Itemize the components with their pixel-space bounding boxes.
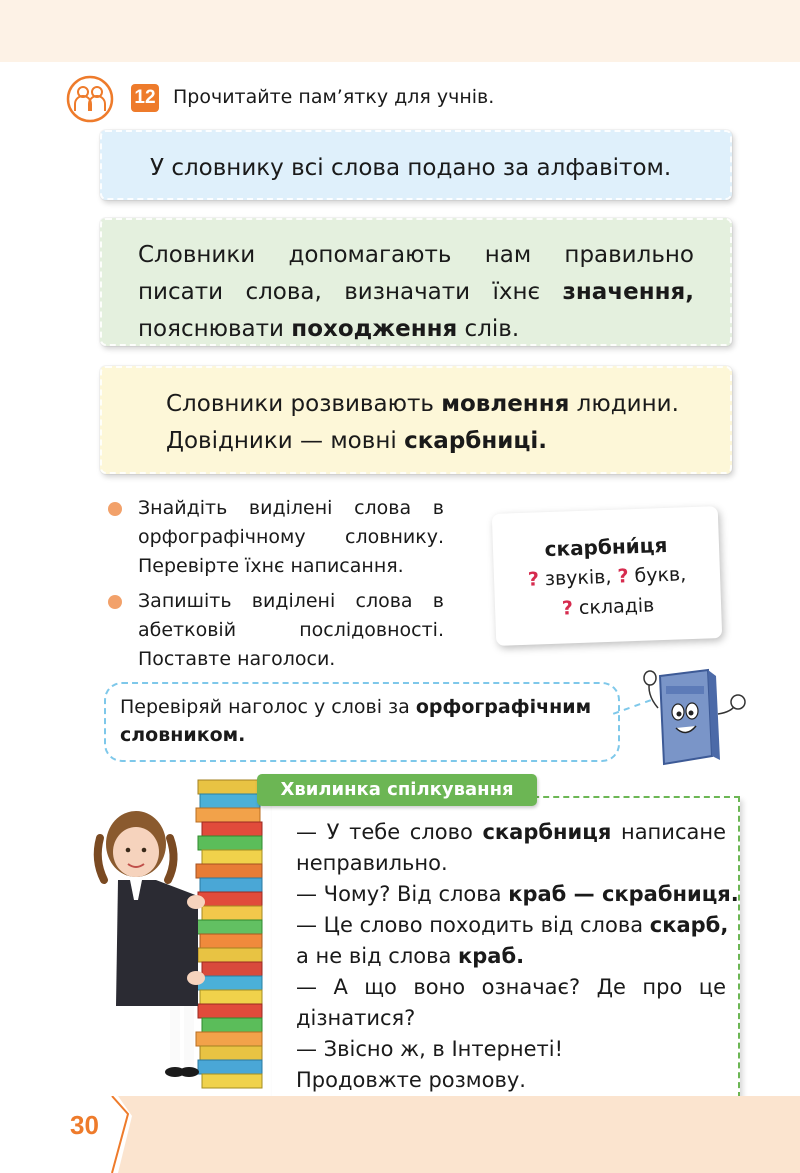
hint-bubble: [104, 682, 620, 762]
memo-note-alphabet: [100, 130, 732, 200]
memo-text: Довідники — мовні: [166, 428, 405, 454]
bullet-item: [108, 587, 444, 674]
bullet-item: [108, 494, 444, 581]
dialog-line: дізнатися?: [296, 1006, 416, 1030]
girl-with-books-illustration: [86, 776, 278, 1098]
page-number: 30: [70, 1110, 99, 1140]
book-character-icon: [632, 668, 750, 768]
dialog-line: — Це слово походить від слова скарб,: [296, 913, 729, 937]
memo-note-speech: [100, 366, 732, 474]
dialog-line: неправильно.: [296, 851, 448, 875]
dialog-line: — Чому? Від слова краб — скрабниця.: [296, 882, 739, 906]
dialog-line: а не від слова краб.: [296, 944, 525, 968]
memo-bold-word: походження: [291, 316, 458, 342]
card-word: скарбни́ця: [544, 532, 668, 562]
memo-bold-word: мовлення: [441, 391, 570, 417]
task-instruction: Прочитайте пам’ятку для учнів.: [173, 86, 495, 108]
dialog-line: — У тебе слово скарбниця написане: [296, 820, 727, 844]
card-letters: букв,: [634, 563, 687, 588]
question-mark: ?: [561, 597, 574, 620]
dialog-line: — А що воно означає? Де про це: [296, 975, 726, 999]
dialog-text: [296, 817, 739, 1096]
bullet-text: Знайдіть виділені слова в орфографічному словнику. Перевірте їхнє написання.: [138, 497, 444, 577]
task-bullets: [108, 494, 444, 680]
memo-text: У словнику всі слова подано за алфавітом.: [150, 155, 672, 181]
bullet-text: Запишіть виділені слова в абетковій послідовності. Поставте наголоси.: [138, 590, 444, 670]
girl-icon: [98, 811, 205, 1077]
bullet-dot-icon: [108, 502, 122, 516]
dialog-line: Продовжте розмову.: [296, 1068, 526, 1092]
memo-text: слів.: [457, 316, 520, 342]
memo-text: Словники розвивають: [166, 391, 442, 417]
pair-work-icon: [66, 75, 114, 123]
memo-text: Словники допомагають нам правильно писати слова, визначати їхнє: [138, 242, 694, 305]
book-stack-icon: [196, 780, 262, 1088]
question-mark: ?: [527, 568, 540, 591]
card-syllables: складів: [578, 594, 655, 619]
dialog-title: Хвилинка спілкування: [257, 774, 537, 806]
top-band: [0, 0, 800, 62]
memo-note-dictionaries: [100, 218, 732, 346]
bullet-dot-icon: [108, 595, 122, 609]
memo-text: людини.: [569, 391, 679, 417]
hint-text: Перевіряй наголос у слові за: [120, 696, 416, 718]
hint-bold: орфографічним словником.: [120, 696, 592, 746]
memo-bold-word: значення,: [562, 279, 694, 305]
dialog-line: — Звісно ж, в Інтернеті!: [296, 1037, 564, 1061]
card-sounds: звуків,: [544, 565, 612, 591]
task-number: 12: [131, 84, 159, 112]
memo-bold-word: скарбниці.: [404, 428, 548, 454]
memo-text: пояснювати: [138, 316, 292, 342]
word-analysis-card: [492, 506, 722, 646]
question-mark: ?: [617, 565, 629, 588]
